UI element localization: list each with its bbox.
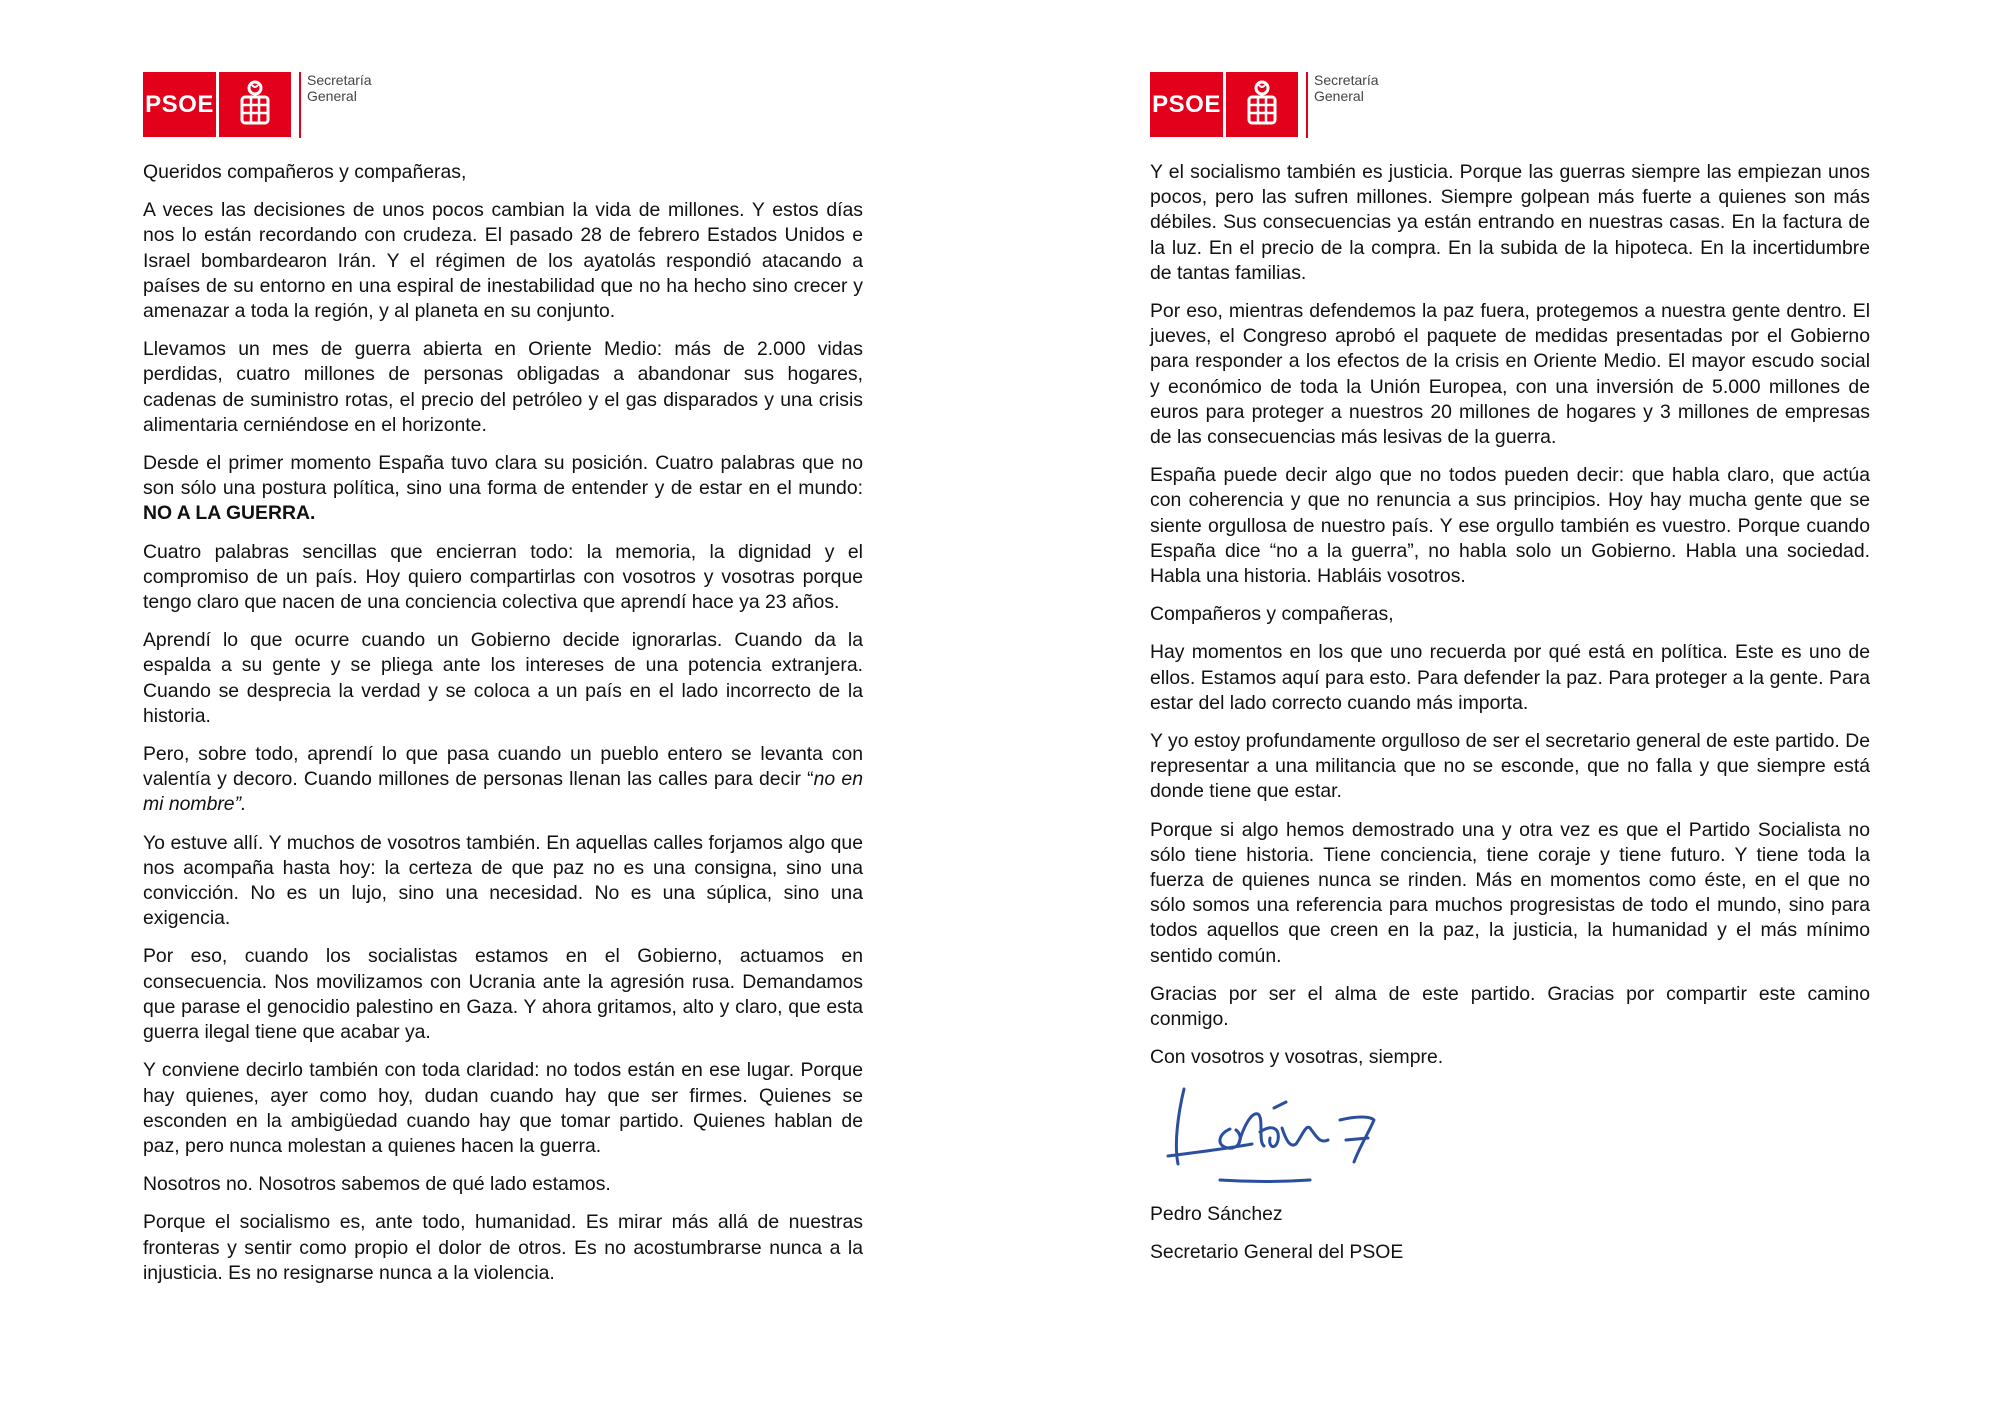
paragraph: Y yo estoy profundamente orgulloso de ser el secretario general de este partido. De representar a una militancia que no se esconde, que no falla y que siempre está donde tiene que estar.	[1150, 730, 1870, 803]
paragraph: Yo estuve allí. Y muchos de vosotros también. En aquellas calles forjamos algo que nos acompaña hasta hoy: la certeza de que paz no es una consigna, sino una convicción. No es un lujo, sino una necesidad. No es una súplica, sino una exigencia.	[143, 831, 863, 930]
letter-page-2	[1000, 0, 1999, 1414]
fist-and-rose-icon	[219, 72, 291, 137]
closing: Con vosotros y vosotras, siempre.	[1150, 1046, 1444, 1069]
letterhead-caption	[1314, 72, 1404, 104]
paragraph	[143, 742, 863, 818]
paragraph: Hay momentos en los que uno recuerda por qué está en política. Este es uno de ellos. Estamos aquí para esto. Para defender la paz. Para proteger a la gente. Para estar del lado correcto cuando más importa.	[1150, 641, 1870, 714]
paragraph: Aprendí lo que ocurre cuando un Gobierno decide ignorarlas. Cuando da la espalda a su gente y se pliega ante los intereses de una potencia extranjera. Cuando se desprecia la verdad y se coloca a un país en el lado incorrecto de la historia.	[143, 629, 863, 727]
paragraph: Gracias por ser el alma de este partido. Gracias por compartir este camino conmigo.	[1150, 982, 1870, 1031]
psoe-logo-wordmark: PSOE	[1150, 72, 1223, 137]
letterhead-divider	[1306, 72, 1308, 138]
paragraph: Llevamos un mes de guerra abierta en Oriente Medio: más de 2.000 vidas perdidas, cuatro millones de personas obligadas a abandonar sus hogares, cadenas de suministro rotas, el precio del petróleo y el gas disparados y una crisis alimentaria cerniéndose en el horizonte.	[143, 338, 863, 436]
paragraph-text: Pero, sobre todo, aprendí lo que pasa cuando un pueblo entero se levanta con valentía y decoro. Cuando millones de personas llenan las calles para decir “	[143, 743, 863, 791]
no-en-mi-nombre-quote: no en mi nombre”.	[143, 768, 863, 816]
paragraph: Y conviene decirlo también con toda claridad: no todos están en ese lugar. Porque hay quienes, ayer como hoy, dudan cuando hay que ser firmes. Quienes se esconden en la ambigüedad cuando hay que tomar partido. Quienes hablan de paz, pero nunca molestan a quienes hacen la guerra.	[143, 1059, 863, 1157]
signer-name: Pedro Sánchez	[1150, 1202, 1283, 1225]
handwritten-signature	[1160, 1084, 1410, 1194]
letter-body-page-2	[1150, 160, 1870, 1278]
paragraph: Nosotros no. Nosotros sabemos de qué lado estamos.	[143, 1173, 611, 1196]
caption-line-1: Secretaría	[1314, 72, 1379, 88]
fist-and-rose-icon	[1226, 72, 1298, 137]
caption-line-1: Secretaría	[307, 72, 372, 88]
paragraph: Cuatro palabras sencillas que encierran todo: la memoria, la dignidad y el compromiso de un país. Hoy quiero compartirlas con vosotros y vosotras porque tengo claro que nacen de una conciencia colectiva que aprendí hace ya 23 años.	[143, 540, 863, 614]
paragraph: Por eso, mientras defendemos la paz fuera, protegemos a nuestra gente dentro. El jueves, el Congreso aprobó el paquete de medidas presentadas por el Gobierno para responder a los efectos de la crisis en Oriente Medio. El mayor escudo social y económico de toda la Unión Europea, con una inversión de 5.000 millones de euros para proteger a nuestros 20 millones de hogares y 3 millones de empresas de las consecuencias más lesivas de la guerra.	[1150, 300, 1870, 449]
paragraph: España puede decir algo que no todos pueden decir: que habla claro, que actúa con coherencia y que no renuncia a sus principios. Hoy hay mucha gente que se siente orgullosa de nuestro país. Y ese orgullo también es vuestro. Porque cuando España dice “no a la guerra”, no habla solo un Gobierno. Habla una sociedad. Habla una historia. Habláis vosotros.	[1150, 464, 1870, 588]
letterhead-caption	[307, 72, 397, 104]
psoe-logo-wordmark: PSOE	[143, 72, 216, 137]
salutation: Queridos compañeros y compañeras,	[143, 161, 467, 183]
psoe-letterhead	[1150, 72, 1404, 138]
caption-line-2: General	[1314, 88, 1364, 104]
letter-page-1	[0, 0, 999, 1414]
paragraph: Porque si algo hemos demostrado una y otra vez es que el Partido Socialista no sólo tiene historia. Tiene conciencia, tiene coraje y tiene futuro. Y tiene toda la fuerza de quienes nunca se rinden. Más en momentos como éste, en el que no sólo somos una referencia para muchos progresistas de todo el mundo, sino para todos aquellos que creen en la paz, la justicia, la humanidad y el más mínimo sentido común.	[1150, 818, 1870, 967]
salutation: Compañeros y compañeras,	[1150, 603, 1394, 626]
caption-line-2: General	[307, 88, 357, 104]
paragraph: Por eso, cuando los socialistas estamos en el Gobierno, actuamos en consecuencia. Nos movilizamos con Ucrania ante la agresión rusa. Demandamos que parase el genocidio palestino en Gaza. Y ahora gritamos, alto y claro, que esta guerra ilegal tiene que acabar ya.	[143, 945, 863, 1044]
letterhead-divider	[299, 72, 301, 138]
paragraph: Porque el socialismo es, ante todo, humanidad. Es mirar más allá de nuestras fronteras y sentir como propio el dolor de otros. Es no acostumbrarse nunca a la injusticia. Es no resignarse nunca a la violencia.	[143, 1211, 863, 1284]
signer-title: Secretario General del PSOE	[1150, 1240, 1404, 1263]
paragraph	[143, 451, 863, 527]
paragraph-text: Desde el primer momento España tuvo clara su posición. Cuatro palabras que no son sólo una postura política, sino una forma de entender y de estar en el mundo:	[143, 452, 863, 500]
psoe-letterhead	[143, 72, 397, 138]
no-a-la-guerra-emphasis: NO A LA GUERRA.	[143, 502, 316, 525]
paragraph: A veces las decisiones de unos pocos cambian la vida de millones. Y estos días nos lo están recordando con crudeza. El pasado 28 de febrero Estados Unidos e Israel bombardearon Irán. Y el régimen de los ayatolás respondió atacando a países de su entorno en una espiral de inestabilidad que no ha hecho sino crecer y amenazar a toda la región, y al planeta en su conjunto.	[143, 199, 863, 323]
letter-body-page-1	[143, 160, 863, 1299]
paragraph: Y el socialismo también es justicia. Porque las guerras siempre las empiezan unos pocos, pero las sufren millones. Siempre golpean más fuerte a quienes son más débiles. Sus consecuencias ya están entrando en nuestras casas. En la factura de la luz. En el precio de la compra. En la subida de la hipoteca. En la incertidumbre de tantas familias.	[1150, 161, 1870, 284]
